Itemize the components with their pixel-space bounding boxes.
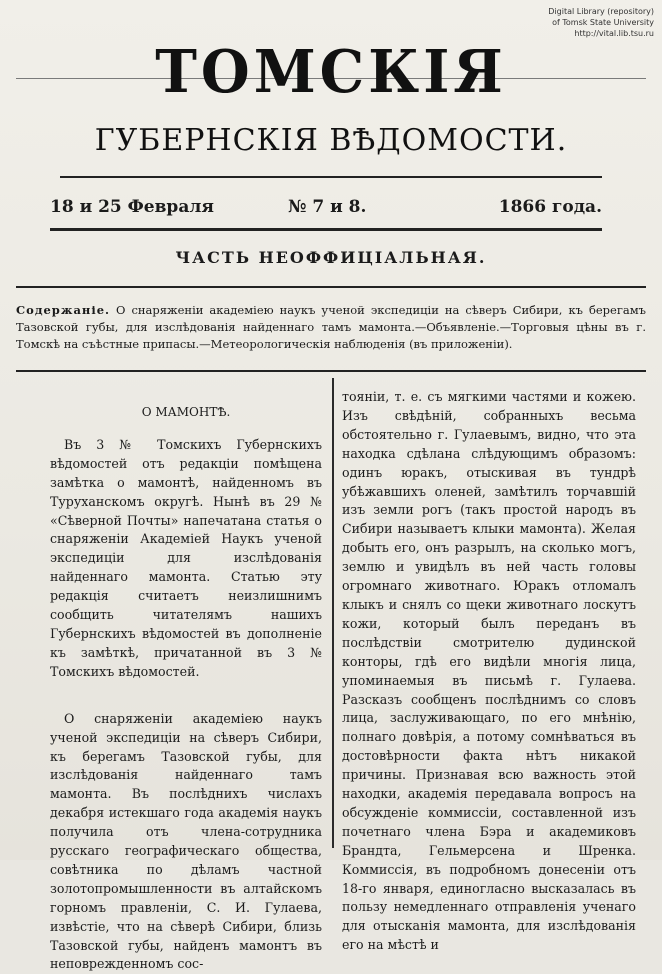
masthead-rule xyxy=(60,176,602,178)
library-credit xyxy=(514,6,654,39)
credit-line-1: Digital Library (repository) xyxy=(548,7,654,16)
dateline-rule xyxy=(50,228,602,231)
section-rule xyxy=(16,286,646,288)
article-heading: О МАМОНТѢ. xyxy=(141,405,231,419)
contents-rule xyxy=(16,370,646,372)
issue-year: 1866 года. xyxy=(498,197,602,217)
left-column xyxy=(50,388,322,974)
issue-number: № 7 и 8. xyxy=(288,197,367,217)
article-paragraph-2: О снаряженіи академіею наукъ ученой экспедиціи на сѣверъ Сибири, къ берегамъ Тазовской губы, для изслѣдованія найденнаго тамъ мамонта. Въ послѣднихъ числахъ декабря истекшаго года академія наукъ получила отъ члена-сотрудника русскаго географическаго общества, совѣтника по дѣламъ частной золотопромышленности въ алтайскомъ горномъ правленіи, С. И. Гулаева, извѣстіе, что на сѣверѣ Сибири, близь Тазовской губы, найденъ мамонтъ въ неповрежденномъ сос- xyxy=(50,710,322,972)
contents-label: Содержаніе. xyxy=(16,303,111,317)
credit-line-2: of Tomsk State University xyxy=(552,18,654,27)
article-paragraph-3: тояніи, т. е. съ мягкими частями и кожею. Изъ свѣдѣній, собранныхъ весьма обстоятельно г. Гулаевымъ, видно, что эта находка сдѣлана слѣдующимъ образомъ: одинъ юракъ, отыскивая въ тундрѣ убѣжавшихъ оленей, замѣтилъ торчавшій изъ земли рогъ (такъ простой народъ въ Сибири называетъ клыки мамонта). Желая добыть его, онъ разрылъ, на сколько могъ, землю и увидѣлъ въ ней часть головы огромнаго животнаго. Юракъ отломалъ клыкъ и снялъ со щеки животнаго лоскутъ кожи, который былъ переданъ въ послѣдствіи смотрителю дудинской конторы, гдѣ его видѣли многія лица, упоминаемыя въ письмѣ г. Гулаева. Разсказъ сообщенъ послѣднимъ со словъ лица, заслуживающаго, по его мнѣнію, полнаго довѣрія, а потому сомнѣваться въ достовѣрности факта нѣтъ никакой причины. Признавая всю важность этой находки, академія передавала вопросъ на обсужденіе коммиссіи, составленной изъ почетнаго члена Бэра и академиковъ Брандта, Гельмерсена и Шренка. Коммиссія, въ подробномъ донесеніи отъ 18-го января, единогласно высказалась въ пользу немедленнаго отправленія ученаго для отысканія мамонта, для изслѣдованія его на мѣстѣ и xyxy=(342,389,636,953)
masthead-subtitle: ГУБЕРНСКІЯ ВѢДОМОСТИ. xyxy=(94,123,568,158)
dateline xyxy=(50,196,602,218)
contents-text: О снаряженіи академіею наукъ ученой экспедиціи на сѣверъ Сибири, къ берегамъ Тазовской губы, для изслѣдованія найденнаго тамъ мамонта.—Объявленіе.—Торговыя цѣны въ г. Томскѣ на съѣстные припасы.—Метеорологическія наблюденія (въ приложеніи). xyxy=(16,303,646,351)
issue-date: 18 и 25 Февраля xyxy=(50,197,214,217)
section-title: ЧАСТЬ НЕОФФИЦІАЛЬНАЯ. xyxy=(175,248,487,267)
article-paragraph-1: Въ 3 № Томскихъ Губернскихъ вѣдомостей отъ редакціи помѣщена замѣтка о мамонтѣ, найденномъ въ Туруханскомъ округѣ. Нынѣ въ 29 № «Сѣверной Почты» напечатана статья о снаряженіи Академіей Наукъ ученой экспедиціи для изслѣдованія найденнаго мамонта. Статью эту редакція считаетъ неизлишнимъ сообщить читателямъ нашихъ Губернскихъ вѣдомостей въ дополненіе къ замѣткѣ, причатанной въ 3 № Томскихъ вѣдомостей. xyxy=(50,436,322,679)
masthead-title: ТОМСКІЯ xyxy=(155,37,507,107)
right-column xyxy=(342,388,636,955)
contents-block xyxy=(16,302,646,353)
column-divider xyxy=(332,378,334,848)
credit-url[interactable]: http://vital.lib.tsu.ru xyxy=(574,29,654,38)
